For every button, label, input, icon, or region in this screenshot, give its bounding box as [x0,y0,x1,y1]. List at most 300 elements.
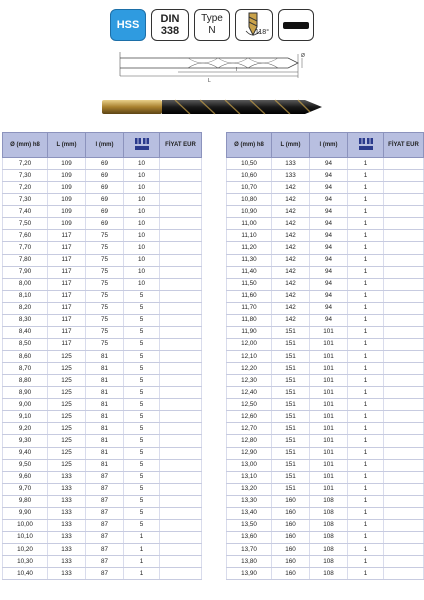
cell-package-qty: 5 [124,351,160,363]
cell-package-qty: 1 [348,314,384,326]
cell-flute-length: 94 [310,242,348,254]
cell-total-length: 125 [48,363,86,375]
cell-package-qty: 1 [348,158,384,170]
cell-price [384,411,424,423]
cell-diameter: 13,70 [227,544,272,556]
cell-package-qty: 5 [124,314,160,326]
cell-diameter: 11,10 [227,230,272,242]
cell-package-qty: 10 [124,230,160,242]
cell-price [384,387,424,399]
cell-price [384,230,424,242]
cell-diameter: 11,70 [227,302,272,314]
cell-total-length: 117 [48,278,86,290]
cell-package-qty: 1 [348,531,384,543]
cell-package-qty: 1 [348,254,384,266]
table-row [3,290,202,302]
cell-flute-length: 108 [310,531,348,543]
type-badge [194,9,230,41]
cell-price [160,218,202,230]
cell-package-qty: 1 [348,242,384,254]
cell-price [384,206,424,218]
cell-flute-length: 87 [86,471,124,483]
cell-flute-length: 108 [310,507,348,519]
cell-flute-length: 87 [86,519,124,531]
cell-total-length: 151 [272,435,310,447]
table-row [227,483,424,495]
cell-total-length: 125 [48,375,86,387]
cell-price [384,375,424,387]
cell-price [384,314,424,326]
cell-flute-length: 101 [310,387,348,399]
cell-diameter: 8,90 [3,387,48,399]
cell-flute-length: 94 [310,302,348,314]
cell-diameter: 7,20 [3,158,48,170]
cell-total-length: 117 [48,338,86,350]
table-row [227,266,424,278]
table-row [227,218,424,230]
drill-angle-badge [235,9,273,41]
cell-package-qty: 5 [124,459,160,471]
cell-price [160,483,202,495]
cell-package-qty: 5 [124,326,160,338]
cell-total-length: 117 [48,290,86,302]
cell-total-length: 109 [48,206,86,218]
cell-total-length: 109 [48,194,86,206]
package-icon [134,137,150,151]
cell-diameter: 9,90 [3,507,48,519]
cell-price [160,495,202,507]
cell-price [160,459,202,471]
cell-price [384,351,424,363]
cell-total-length: 160 [272,507,310,519]
cell-price [384,194,424,206]
drill-size-table-right [226,132,424,580]
cell-package-qty: 1 [348,266,384,278]
cell-diameter: 13,90 [227,568,272,580]
cell-diameter: 7,30 [3,170,48,182]
table-row [227,290,424,302]
cell-price [384,158,424,170]
cell-flute-length: 69 [86,182,124,194]
cell-total-length: 151 [272,338,310,350]
cell-flute-length: 94 [310,278,348,290]
table-row [3,242,202,254]
table-row [3,314,202,326]
table-row [3,266,202,278]
table-row [3,170,202,182]
cell-total-length: 151 [272,411,310,423]
cell-total-length: 142 [272,194,310,206]
cell-flute-length: 101 [310,483,348,495]
cell-flute-length: 81 [86,351,124,363]
cell-total-length: 125 [48,387,86,399]
cell-package-qty: 1 [348,182,384,194]
table-row [227,387,424,399]
cell-flute-length: 94 [310,194,348,206]
cell-total-length: 151 [272,363,310,375]
cell-total-length: 109 [48,158,86,170]
cell-total-length: 142 [272,266,310,278]
cell-flute-length: 94 [310,266,348,278]
cell-diameter: 8,80 [3,375,48,387]
cell-diameter: 11,20 [227,242,272,254]
cell-package-qty: 1 [124,556,160,568]
table-row [227,531,424,543]
table-row [227,314,424,326]
cell-flute-length: 108 [310,519,348,531]
cell-flute-length: 94 [310,158,348,170]
table-row [3,519,202,531]
cell-price [384,531,424,543]
cell-flute-length: 81 [86,423,124,435]
cell-price [160,447,202,459]
cell-package-qty: 1 [348,351,384,363]
cell-total-length: 151 [272,471,310,483]
cell-flute-length: 87 [86,556,124,568]
cell-package-qty: 1 [348,170,384,182]
cell-package-qty: 1 [348,519,384,531]
table-row [227,242,424,254]
cell-package-qty: 1 [124,568,160,580]
cell-total-length: 133 [48,556,86,568]
diameter-label: Ø [301,53,305,59]
cell-package-qty: 5 [124,387,160,399]
hss-badge [110,9,146,41]
cell-flute-length: 87 [86,568,124,580]
table-row [227,519,424,531]
cell-price [160,170,202,182]
drill-bit-photo [100,92,325,120]
cell-package-qty: 1 [348,556,384,568]
cell-price [384,242,424,254]
cell-diameter: 7,30 [3,194,48,206]
cell-flute-length: 75 [86,266,124,278]
din-label: DIN [160,13,180,25]
cell-price [384,302,424,314]
cell-package-qty: 1 [348,194,384,206]
table-row [227,170,424,182]
cell-total-length: 109 [48,182,86,194]
cell-price [384,218,424,230]
cell-package-qty: 10 [124,242,160,254]
table-row [3,459,202,471]
table-row [3,182,202,194]
cell-diameter: 12,10 [227,351,272,363]
cell-total-length: 133 [48,483,86,495]
cell-total-length: 160 [272,556,310,568]
cell-diameter: 12,90 [227,447,272,459]
cell-total-length: 160 [272,531,310,543]
table-row [227,459,424,471]
cell-total-length: 151 [272,351,310,363]
cell-package-qty: 10 [124,206,160,218]
cell-package-qty: 10 [124,266,160,278]
table-row [3,483,202,495]
table-row [227,230,424,242]
table-row [227,351,424,363]
table-row [3,363,202,375]
cell-total-length: 142 [272,206,310,218]
cell-flute-length: 75 [86,254,124,266]
cell-flute-length: 75 [86,230,124,242]
cell-package-qty: 1 [348,435,384,447]
table-row [227,338,424,350]
cell-price [160,266,202,278]
type-label: Type [201,13,223,24]
cell-flute-length: 108 [310,556,348,568]
cell-price [384,399,424,411]
cell-price [384,447,424,459]
cell-package-qty: 10 [124,218,160,230]
cell-flute-length: 75 [86,338,124,350]
table-row [227,544,424,556]
cell-flute-length: 81 [86,387,124,399]
cell-flute-length: 101 [310,375,348,387]
cell-price [160,230,202,242]
cell-package-qty: 1 [348,447,384,459]
cell-total-length: 151 [272,423,310,435]
cell-price [160,182,202,194]
cell-price [160,375,202,387]
cell-price [160,254,202,266]
cell-flute-length: 69 [86,194,124,206]
din-number: 338 [160,25,180,37]
col-flute-length: l (mm) [86,133,124,158]
table-row [3,351,202,363]
table-row [3,254,202,266]
cell-diameter: 9,50 [3,459,48,471]
cell-price [160,411,202,423]
cell-package-qty: 1 [348,206,384,218]
cell-price [160,507,202,519]
cell-diameter: 11,00 [227,218,272,230]
cell-diameter: 13,10 [227,471,272,483]
cell-diameter: 9,60 [3,471,48,483]
cell-diameter: 8,60 [3,351,48,363]
cell-flute-length: 108 [310,495,348,507]
cell-diameter: 9,30 [3,435,48,447]
table-row [227,158,424,170]
cell-price [160,531,202,543]
cell-price [160,556,202,568]
cell-package-qty: 5 [124,423,160,435]
cell-price [160,471,202,483]
package-icon [358,137,374,151]
cell-flute-length: 81 [86,399,124,411]
cell-package-qty: 1 [348,471,384,483]
L-dimension-label: L [208,78,211,84]
cell-flute-length: 75 [86,242,124,254]
table-row [3,568,202,580]
table-row [227,254,424,266]
cell-price [384,290,424,302]
cell-total-length: 133 [48,568,86,580]
table-row [3,158,202,170]
cell-package-qty: 1 [348,302,384,314]
cell-price [160,242,202,254]
cell-price [160,206,202,218]
cell-total-length: 151 [272,387,310,399]
cell-package-qty: 5 [124,483,160,495]
cell-total-length: 142 [272,218,310,230]
cell-diameter: 9,40 [3,447,48,459]
table-header-row [3,133,202,158]
cell-flute-length: 94 [310,290,348,302]
type-value: N [208,25,216,36]
cell-flute-length: 87 [86,483,124,495]
cell-package-qty: 1 [348,507,384,519]
hss-label: HSS [116,19,140,31]
cell-total-length: 125 [48,435,86,447]
table-row [3,387,202,399]
cell-flute-length: 94 [310,182,348,194]
table-row [3,399,202,411]
cell-total-length: 151 [272,326,310,338]
table-row [3,194,202,206]
cell-total-length: 151 [272,447,310,459]
cell-total-length: 142 [272,278,310,290]
cell-diameter: 8,70 [3,363,48,375]
cell-diameter: 12,40 [227,387,272,399]
cell-total-length: 133 [272,170,310,182]
cell-price [160,338,202,350]
table-row [227,399,424,411]
cell-flute-length: 75 [86,290,124,302]
cell-total-length: 142 [272,230,310,242]
cell-diameter: 12,30 [227,375,272,387]
cell-package-qty: 1 [348,290,384,302]
cell-flute-length: 81 [86,363,124,375]
cell-package-qty: 1 [348,483,384,495]
table-row [3,556,202,568]
col-price: FİYAT EUR [384,133,424,158]
cell-diameter: 7,40 [3,206,48,218]
cell-package-qty: 1 [348,459,384,471]
cell-price [384,483,424,495]
cell-flute-length: 94 [310,206,348,218]
cell-package-qty: 1 [124,531,160,543]
table-row [227,411,424,423]
drill-drawing [118,48,308,84]
cell-flute-length: 81 [86,459,124,471]
col-package-qty [124,133,160,158]
cell-package-qty: 5 [124,302,160,314]
cell-diameter: 10,40 [3,568,48,580]
cell-diameter: 10,30 [3,556,48,568]
cell-flute-length: 101 [310,435,348,447]
cell-diameter: 8,10 [3,290,48,302]
col-package-qty [348,133,384,158]
cell-package-qty: 1 [348,399,384,411]
cell-diameter: 11,50 [227,278,272,290]
cell-flute-length: 101 [310,411,348,423]
cell-flute-length: 101 [310,459,348,471]
cell-diameter: 9,10 [3,411,48,423]
cell-flute-length: 75 [86,302,124,314]
cell-diameter: 13,60 [227,531,272,543]
cell-total-length: 142 [272,302,310,314]
shank-icon [283,22,309,29]
cell-total-length: 125 [48,399,86,411]
cell-price [160,302,202,314]
cell-package-qty: 5 [124,399,160,411]
cell-package-qty: 1 [348,218,384,230]
cell-price [384,471,424,483]
cell-price [160,290,202,302]
table-row [227,302,424,314]
cell-flute-length: 69 [86,158,124,170]
cell-package-qty: 5 [124,471,160,483]
cell-price [160,435,202,447]
cell-package-qty: 10 [124,278,160,290]
table-row [3,218,202,230]
cell-total-length: 133 [48,544,86,556]
cell-total-length: 133 [48,507,86,519]
table-row [227,471,424,483]
cell-package-qty: 1 [348,230,384,242]
table-row [3,375,202,387]
cell-total-length: 142 [272,182,310,194]
table-row [227,182,424,194]
cell-price [384,338,424,350]
cell-package-qty: 1 [348,568,384,580]
cell-package-qty: 10 [124,158,160,170]
table-row [227,194,424,206]
cell-diameter: 10,10 [3,531,48,543]
cell-diameter: 9,70 [3,483,48,495]
cell-package-qty: 1 [348,411,384,423]
cell-package-qty: 1 [348,495,384,507]
cell-price [384,507,424,519]
table-row [227,375,424,387]
cell-price [384,326,424,338]
cell-total-length: 133 [48,519,86,531]
table-row [3,447,202,459]
cell-flute-length: 75 [86,278,124,290]
cell-flute-length: 101 [310,363,348,375]
cell-flute-length: 87 [86,544,124,556]
cell-flute-length: 75 [86,314,124,326]
cell-package-qty: 5 [124,519,160,531]
cell-total-length: 160 [272,568,310,580]
cell-diameter: 9,20 [3,423,48,435]
table-row [3,302,202,314]
cell-flute-length: 69 [86,206,124,218]
cell-price [160,314,202,326]
cell-flute-length: 81 [86,447,124,459]
cell-flute-length: 101 [310,326,348,338]
cell-package-qty: 5 [124,447,160,459]
cell-diameter: 11,30 [227,254,272,266]
cell-flute-length: 101 [310,423,348,435]
cell-price [160,363,202,375]
cell-diameter: 8,30 [3,314,48,326]
cell-flute-length: 87 [86,507,124,519]
table-row [3,411,202,423]
cell-diameter: 12,60 [227,411,272,423]
cell-price [384,495,424,507]
cell-diameter: 12,80 [227,435,272,447]
cell-package-qty: 5 [124,411,160,423]
cell-diameter: 11,80 [227,314,272,326]
cell-total-length: 142 [272,254,310,266]
cell-price [160,387,202,399]
cell-package-qty: 1 [348,387,384,399]
cell-diameter: 10,60 [227,170,272,182]
cell-diameter: 9,00 [3,399,48,411]
shank-badge [278,9,314,41]
cell-price [384,519,424,531]
